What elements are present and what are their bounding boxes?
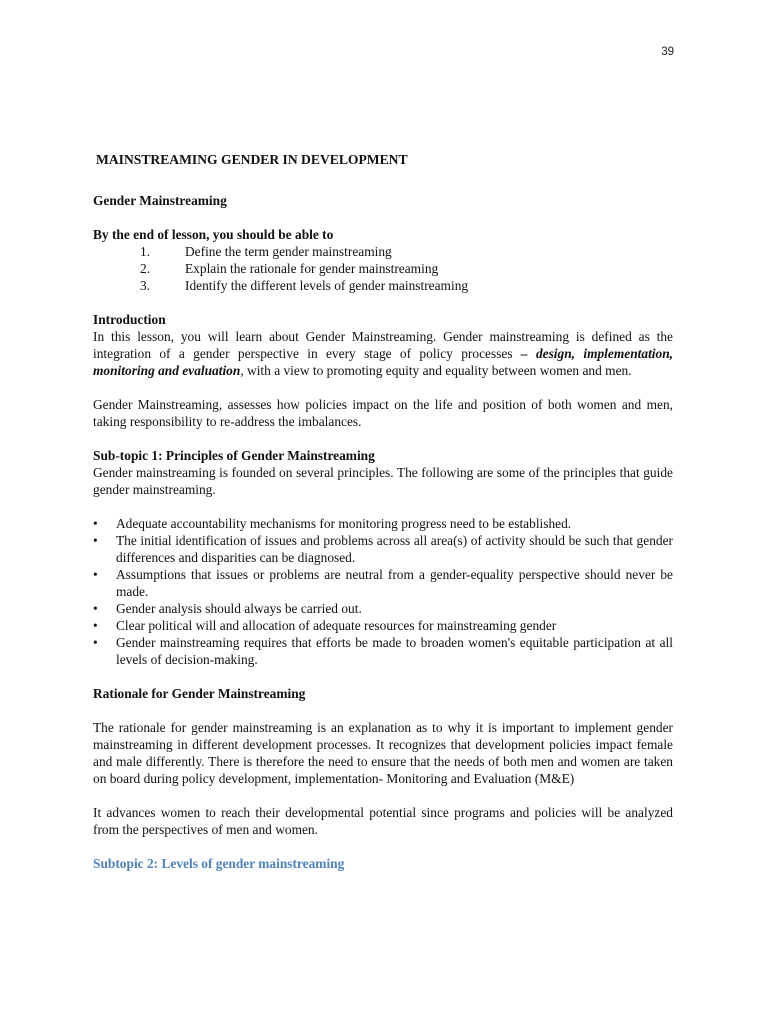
section-heading: Gender Mainstreaming (93, 193, 227, 208)
list-item (93, 243, 673, 260)
principles-list (93, 515, 673, 668)
list-item-text: Adequate accountability mechanisms for monitoring progress need to be established. (116, 516, 572, 531)
bullet-icon: • (93, 618, 98, 633)
rationale-paragraph-2: It advances women to reach their developmental potential since programs and policies will be analyzed from the perspectives of men and women. (93, 805, 673, 837)
list-item-text: Explain the rationale for gender mainstreaming (185, 261, 439, 276)
objectives-list (93, 243, 673, 294)
list-item-text: The initial identification of issues and problems across all area(s) of activity should be such that gender differences and disparities can be diagnosed. (116, 533, 673, 565)
bullet-icon: • (93, 516, 98, 531)
list-item (93, 515, 673, 532)
list-item-text: Clear political will and allocation of adequate resources for mainstreaming gender (116, 618, 557, 633)
list-item-text: Define the term gender mainstreaming (185, 244, 392, 259)
document-body (93, 151, 673, 872)
bullet-icon: • (93, 567, 98, 582)
document-title: MAINSTREAMING GENDER IN DEVELOPMENT (96, 152, 408, 167)
paragraph-text: In this lesson, you will learn about Gender Mainstreaming. Gender mainstreaming is defined as the integration of a gender perspective in every stage of policy processes (93, 329, 673, 361)
page-number: 39 (661, 46, 674, 58)
objectives-heading: By the end of lesson, you should be able to (93, 227, 334, 242)
list-number: 1. (140, 244, 151, 259)
introduction-paragraph-2: Gender Mainstreaming, assesses how policies impact on the life and position of both women and men, taking responsibility to re-address the imbalances. (93, 397, 673, 429)
paragraph-text: , with a view to promoting equity and equality between women and men. (240, 363, 632, 378)
list-number: 2. (140, 261, 151, 276)
introduction-paragraph-1 (93, 328, 673, 379)
bullet-icon: • (93, 533, 98, 548)
rationale-heading: Rationale for Gender Mainstreaming (93, 686, 306, 701)
introduction-heading: Introduction (93, 312, 166, 327)
list-item (93, 600, 673, 617)
list-item-text: Assumptions that issues or problems are neutral from a gender-equality perspective should never be made. (116, 567, 673, 599)
subtopic1-intro: Gender mainstreaming is founded on several principles. The following are some of the principles that guide gender mainstreaming. (93, 465, 673, 497)
list-item (93, 277, 673, 294)
list-item (93, 260, 673, 277)
bullet-icon: • (93, 635, 98, 650)
list-number: 3. (140, 278, 151, 293)
list-item-text: Identify the different levels of gender mainstreaming (185, 278, 469, 293)
emphasized-text: – design, implementation, monitoring and evaluation (93, 346, 673, 378)
list-item (93, 634, 673, 668)
list-item-text: Gender mainstreaming requires that efforts be made to broaden women's equitable participation at all levels of decision-making. (116, 635, 673, 667)
list-item (93, 566, 673, 600)
subtopic2-heading: Subtopic 2: Levels of gender mainstreaming (93, 856, 345, 871)
list-item (93, 532, 673, 566)
list-item (93, 617, 673, 634)
list-item-text: Gender analysis should always be carried out. (116, 601, 362, 616)
subtopic1-heading: Sub-topic 1: Principles of Gender Mainstreaming (93, 448, 375, 463)
rationale-paragraph-1: The rationale for gender mainstreaming is an explanation as to why it is important to implement gender mainstreaming in different development processes. It recognizes that development policies impact female and male differently. There is therefore the need to ensure that the needs of both men and women are taken on board during policy development, implementation- Monitoring and Evaluation (M&E) (93, 720, 673, 786)
bullet-icon: • (93, 601, 98, 616)
